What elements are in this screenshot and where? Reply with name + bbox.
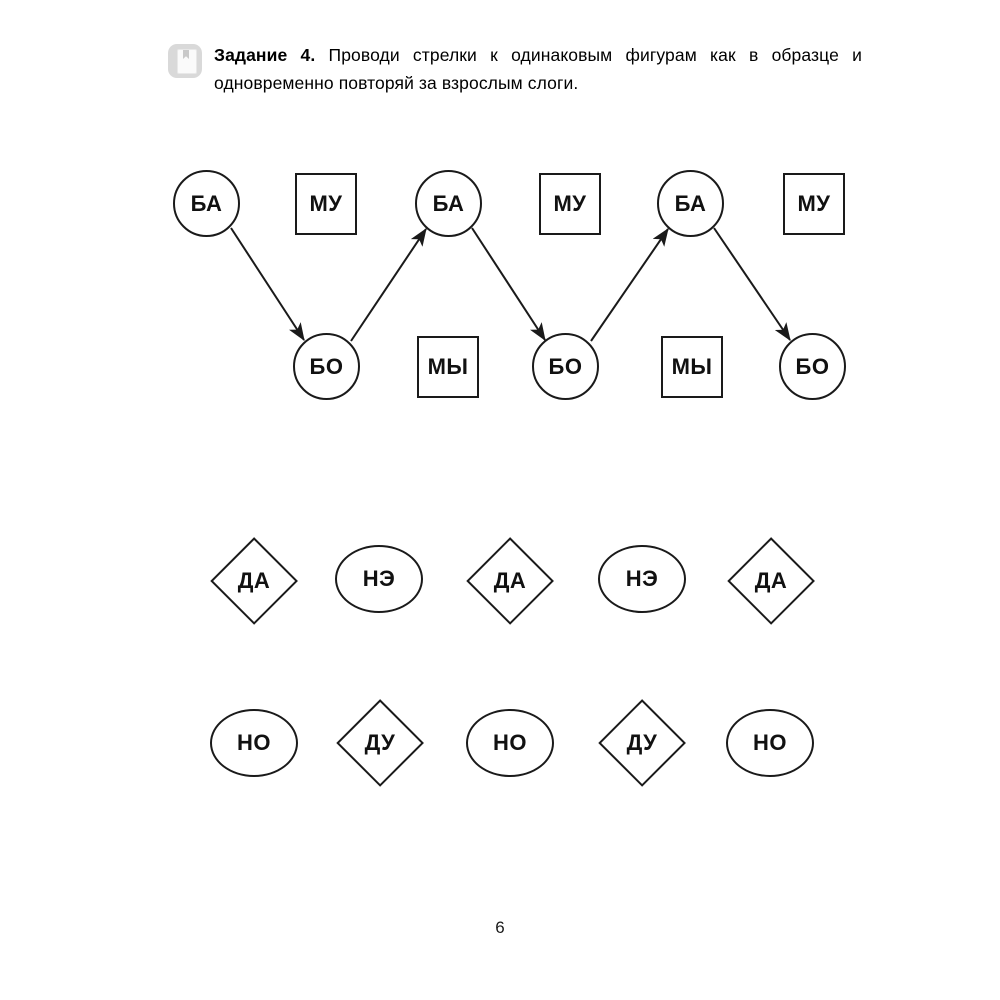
shape-label: НЭ [362, 566, 396, 591]
shape-label: БА [674, 190, 707, 216]
shape-label: ДА [493, 568, 527, 593]
shape-label: НО [493, 730, 527, 755]
shape-label: ДА [237, 568, 271, 593]
page-number: 6 [495, 918, 505, 937]
shape-label: МУ [309, 191, 343, 216]
shape-label: МУ [553, 191, 587, 216]
section2-shape-ellipse-1[interactable] [335, 545, 423, 613]
shape-label: ДУ [626, 730, 658, 755]
shape-label: БО [548, 353, 583, 379]
section3-shape-ellipse-2[interactable] [466, 709, 554, 777]
section2-shape-diamond-2[interactable] [466, 537, 554, 625]
section1-top-shape-square-5[interactable] [783, 173, 845, 235]
section1-bottom-shape-square-3[interactable] [661, 336, 723, 398]
section2-shape-diamond-0[interactable] [210, 537, 298, 625]
shape-label: НЭ [625, 566, 659, 591]
section2-shape-ellipse-3[interactable] [598, 545, 686, 613]
shape-label: МУ [797, 191, 831, 216]
section3-shape-diamond-3[interactable] [598, 699, 686, 787]
task-instruction-body: Проводи стрелки к одинаковым фигурам как в образце и одновременно повторяй за взрослым слоги. [214, 45, 862, 94]
shape-label: ДА [754, 568, 788, 593]
section1-bottom-shape-circle-2[interactable] [532, 333, 599, 400]
shape-label: БА [190, 190, 223, 216]
shape-label: НО [237, 730, 271, 755]
task-number-label: Задание 4. [214, 45, 316, 65]
shape-label: НО [753, 730, 787, 755]
section3-shape-diamond-1[interactable] [336, 699, 424, 787]
section1-top-shape-square-1[interactable] [295, 173, 357, 235]
section3-shape-ellipse-4[interactable] [726, 709, 814, 777]
section1-bottom-shape-square-1[interactable] [417, 336, 479, 398]
shape-label: БА [432, 190, 465, 216]
section1-bottom-shape-circle-4[interactable] [779, 333, 846, 400]
section1-top-shape-square-3[interactable] [539, 173, 601, 235]
section1-top-shape-circle-2[interactable] [415, 170, 482, 237]
section2-shape-diamond-4[interactable] [727, 537, 815, 625]
section1-bottom-shape-circle-0[interactable] [293, 333, 360, 400]
shape-label: БО [795, 353, 830, 379]
section1-top-shape-circle-0[interactable] [173, 170, 240, 237]
shape-label: МЫ [427, 354, 469, 379]
shape-label: БО [309, 353, 344, 379]
shape-label: МЫ [671, 354, 713, 379]
section3-shape-ellipse-0[interactable] [210, 709, 298, 777]
shape-label: ДУ [364, 730, 396, 755]
section1-top-shape-circle-4[interactable] [657, 170, 724, 237]
